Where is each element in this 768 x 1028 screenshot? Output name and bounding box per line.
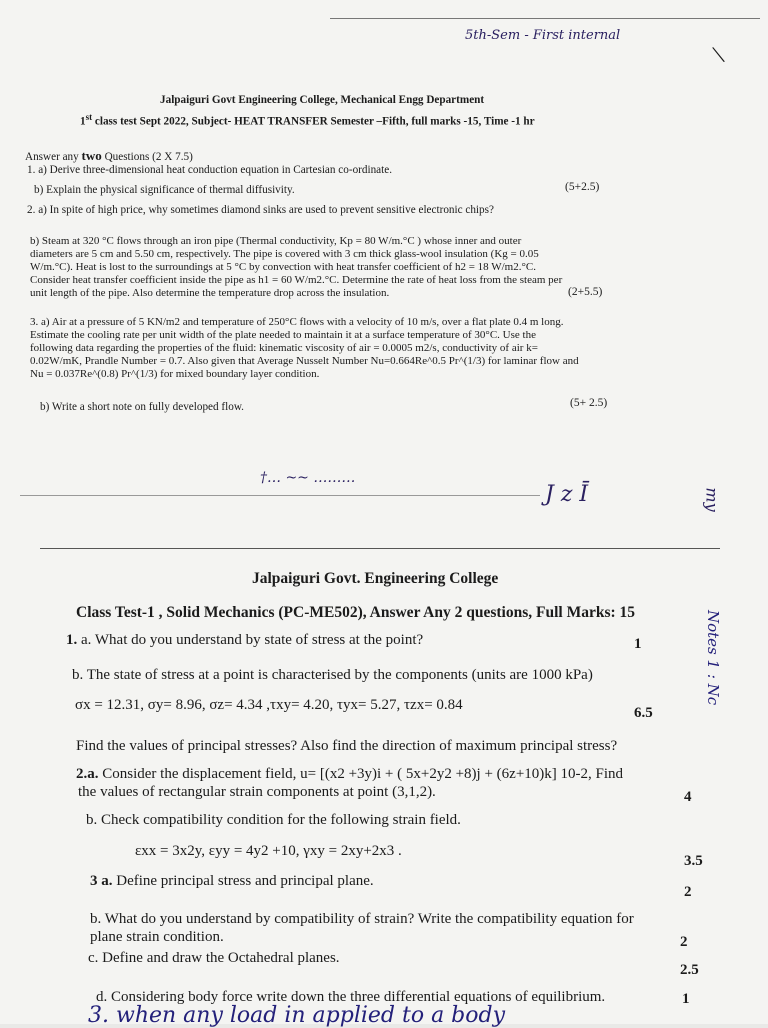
top-rule <box>330 18 760 19</box>
paper2-title: Class Test-1 , Solid Mechanics (PC-ME502), Answer Any 2 questions, Full Marks: 15 <box>76 604 636 621</box>
margin-scribble-right: my <box>702 487 722 512</box>
p1-q3b: b) Write a short note on fully developed flow. <box>40 401 244 413</box>
paper1-instruction: Answer any two Questions (2 X 7.5) <box>25 148 193 163</box>
cut-line <box>20 495 540 496</box>
p2-q3c: c. Define and draw the Octahedral planes. <box>88 950 340 966</box>
paper1-subtitle: 1st class test Sept 2022, Subject- HEAT TRANSFER Semester –Fifth, full marks -15, Time -1 hr <box>80 112 535 128</box>
p2-q1b-marks: 6.5 <box>634 705 653 721</box>
p1-q1a: 1. a) Derive three-dimensional heat conduction equation in Cartesian co-ordinate. <box>27 164 393 176</box>
handwritten-scribble: †… ~~ ……… <box>260 470 356 486</box>
p2-q2a: 2.a. Consider the displacement field, u= [(x2 +3y)i + ( 5x+2y2 +8)j + (6z+10)k] 10-2, Find <box>76 766 624 782</box>
handwritten-answer: 3. when any load in applied to a body <box>88 1003 506 1028</box>
handwritten-note-top: 5th-Sem - First internal <box>465 28 621 43</box>
p2-q2a-marks: 4 <box>684 789 692 805</box>
p1-q2a: 2. a) In spite of high price, why sometimes diamond sinks are used to prevent sensitive electronic chips? <box>27 204 494 216</box>
p2-strain-field: εxx = 3x2y, εyy = 4y2 +10, γxy = 2xy+2x3 . <box>135 843 402 859</box>
p2-q3a: 3 a. Define principal stress and principal plane. <box>90 873 374 889</box>
paper2-institute: Jalpaiguri Govt. Engineering College <box>252 570 499 587</box>
p2-q1b: b. The state of stress at a point is characterised by the components (units are 1000 kPa) <box>72 667 593 683</box>
p2-q3d-marks: 1 <box>682 991 690 1007</box>
p2-q3d: d. Considering body force write down the three differential equations of equilibrium. <box>96 989 606 1005</box>
p1-q3a: 3. a) Air at a pressure of 5 KN/m2 and temperature of 250°C flows with a velocity of 10 m/s, over a flat plate 0.4 m long. Estimate the cooling rate per unit width of the plate needed to maintain it at a surface temperature of 30°C. Use the following data regarding the properties of the fluid: kinematic viscosity of air = 0.0005 m2/s, conductivity of air k= 0.02W/mK, Prandle Number = 0.7. Also given that Average Nusselt Number Nu=0.664Re^0.5 Pr^(1/3) for laminar flow and Nu = 0.037Re^(0.8) Pr^(1/3) for mixed boundary layer condition. <box>30 316 579 380</box>
pen-mark: \ <box>710 39 727 70</box>
p2-stress-components: σx = 12.31, σy= 8.96, σz= 4.34 ,τxy= 4.20, τyx= 5.27, τzx= 0.84 <box>75 697 463 713</box>
p2-q2b: b. Check compatibility condition for the following strain field. <box>86 812 461 828</box>
paper2-top-edge <box>40 548 720 549</box>
p2-q3c-marks: 2.5 <box>680 962 699 978</box>
p2-q3a-marks: 2 <box>684 884 692 900</box>
p2-q1a-marks: 1 <box>634 636 642 652</box>
p1-q2b: b) Steam at 320 °C flows through an iron pipe (Thermal conductivity, Kp = 80 W/m.°C ) whose inner and outer diameters are 5 cm and 5.50 cm, respectively. The pipe is covered with 3 cm thick glass-wool insulation (Kg = 0.05 W/m.°C). Heat is lost to the surroundings at 5 °C by convection with heat transfer coefficient of h2 = 18 W/m2.°C. Consider heat transfer coefficient inside the pipe as h1 = 60 W/m2.°C. Determine the rate of heat loss from the steam per unit length of the pipe. Also determine the temperature drop across the insulation. <box>30 235 563 299</box>
p1-q3-marks: (5+ 2.5) <box>570 397 608 409</box>
p2-q3b-marks: 2 <box>680 934 688 950</box>
p1-q1-marks: (5+2.5) <box>565 181 600 193</box>
p1-q1b: b) Explain the physical significance of thermal diffusivity. <box>34 184 295 196</box>
p2-q3b-line2: plane strain condition. <box>90 929 224 945</box>
p2-q1b-find: Find the values of principal stresses? Also find the direction of maximum principal stress? <box>76 738 618 754</box>
p2-q3b: b. What do you understand by compatibility of strain? Write the compatibility equation for <box>90 911 634 927</box>
p1-q2-marks: (2+5.5) <box>568 286 603 298</box>
p2-q2b-marks: 3.5 <box>684 853 703 869</box>
p2-q2a-line2: the values of rectangular strain components at point (3,1,2). <box>78 784 436 800</box>
margin-scribble-lower: Notes 1 : Nc <box>704 610 722 706</box>
paper1-institute: Jalpaiguri Govt Engineering College, Mechanical Engg Department <box>160 94 485 106</box>
handwritten-note-middle: J z Ī <box>545 482 589 507</box>
p2-q1a: 1. a. What do you understand by state of stress at the point? <box>66 632 424 648</box>
